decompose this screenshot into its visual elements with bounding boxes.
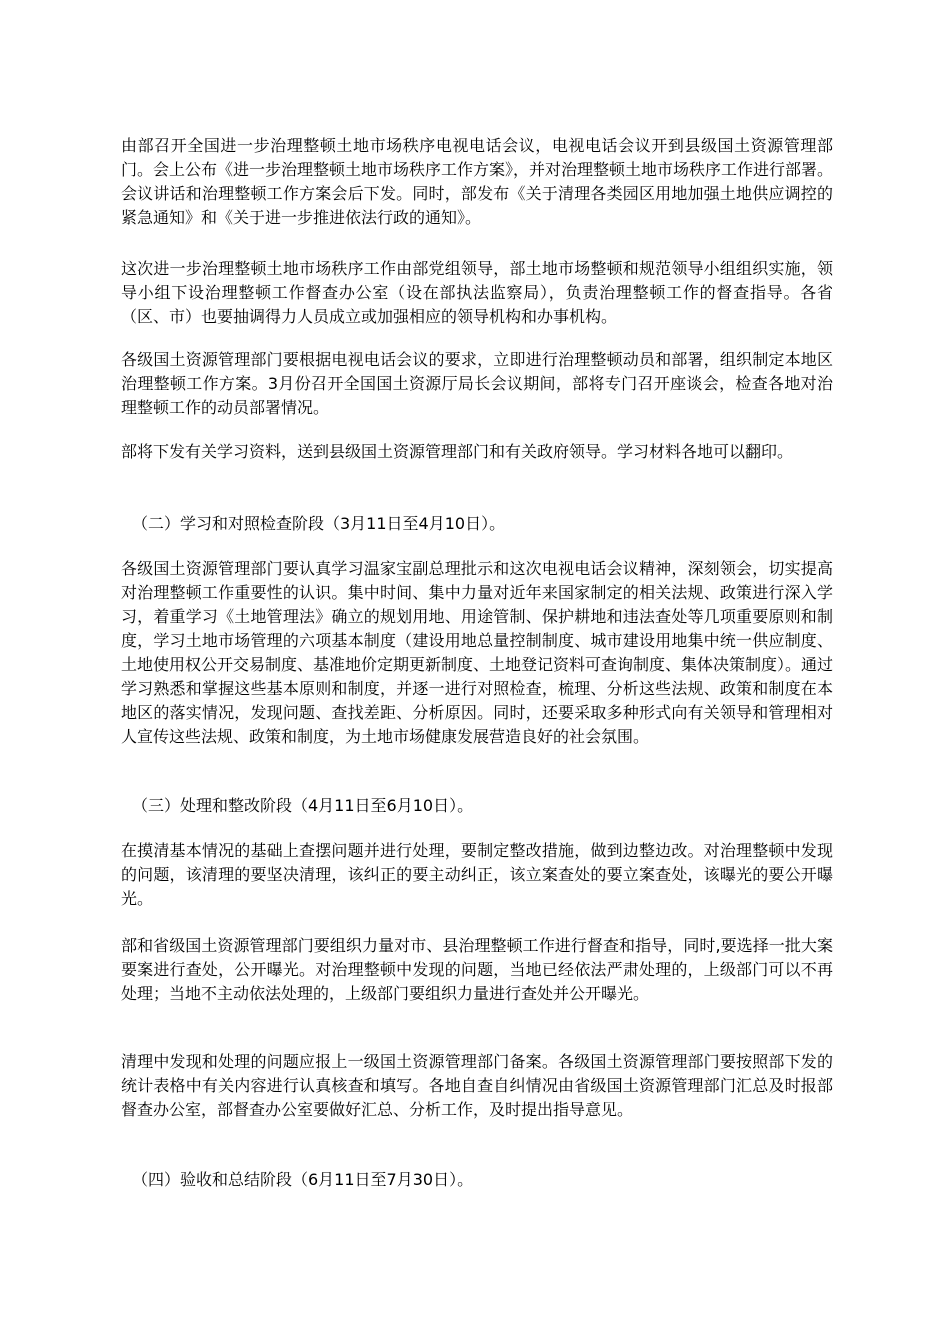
paragraph-filing: 清理中发现和处理的问题应报上一级国土资源管理部门备案。各级国土资源管理部门要按照部下发的统计表格中有关内容进行认真核查和填写。各地自查自纠情况由省级国土资源管理部门汇总及时报部督查办公室，部督查办公室要做好汇总、分析工作，及时提出指导意见。	[121, 1052, 833, 1119]
paragraph-study-materials: 部将下发有关学习资料，送到县级国土资源管理部门和有关政府领导。学习材料各地可以翻印。	[121, 442, 794, 461]
paragraph-mobilization: 各级国土资源管理部门要根据电视电话会议的要求，立即进行治理整顿动员和部署，组织制定本地区治理整顿工作方案。3月份召开全国国土资源厅局长会议期间，部将专门召开座谈会，检查各地对治理整顿工作的动员部署情况。	[121, 350, 833, 417]
paragraph-study-stage: 各级国土资源管理部门要认真学习温家宝副总理批示和这次电视电话会议精神，深刻领会，切实提高对治理整顿工作重要性的认识。集中时间、集中力量对近年来国家制定的相关法规、政策进行深入学习，着重学习《土地管理法》确立的规划用地、用途管制、保护耕地和违法查处等几项重要原则和制度，学习土地市场管理的六项基本制度（建设用地总量控制制度、城市建设用地集中统一供应制度、土地使用权公开交易制度、基准地价定期更新制度、土地登记资料可查询制度、集体决策制度）。通过学习熟悉和掌握这些基本原则和制度，并逐一进行对照检查，梳理、分析这些法规、政策和制度在本地区的落实情况，发现问题、查找差距、分析原因。同时，还要采取多种形式向有关领导和管理相对人宣传这些法规、政策和制度，为土地市场健康发展营造良好的社会氛围。	[121, 559, 834, 746]
section-heading-acceptance-stage: （四）验收和总结阶段（6月11日至7月30日）。	[132, 1170, 474, 1189]
section-heading-study-stage: （二）学习和对照检查阶段（3月11日至4月10日）。	[132, 514, 506, 533]
paragraph-rectification: 在摸清基本情况的基础上查摆问题并进行处理，要制定整改措施，做到边整边改。对治理整顿中发现的问题，该清理的要坚决清理，该纠正的要主动纠正，该立案查处的要立案查处，该曝光的要公开曝光。	[121, 841, 833, 908]
paragraph-supervision: 部和省级国土资源管理部门要组织力量对市、县治理整顿工作进行督查和指导，同时,要选择一批大案要案进行查处，公开曝光。对治理整顿中发现的问题，当地已经依法严肃处理的，上级部门可以不再处理；当地不主动依法处理的，上级部门要组织力量进行查处并公开曝光。	[121, 936, 833, 1003]
paragraph-leadership: 这次进一步治理整顿土地市场秩序工作由部党组领导，部土地市场整顿和规范领导小组组织实施，领导小组下设治理整顿工作督查办公室（设在部执法监察局），负责治理整顿工作的督查指导。各省（区、市）也要抽调得力人员成立或加强相应的领导机构和办事机构。	[121, 259, 833, 326]
section-heading-rectification-stage: （三）处理和整改阶段（4月11日至6月10日）。	[132, 796, 474, 815]
paragraph-meeting: 由部召开全国进一步治理整顿土地市场秩序电视电话会议，电视电话会议开到县级国土资源管理部门。会上公布《进一步治理整顿土地市场秩序工作方案》，并对治理整顿土地市场秩序工作进行部署。会议讲话和治理整顿工作方案会后下发。同时，部发布《关于清理各类园区用地加强土地供应调控的紧急通知》和《关于进一步推进依法行政的通知》。	[121, 136, 834, 227]
